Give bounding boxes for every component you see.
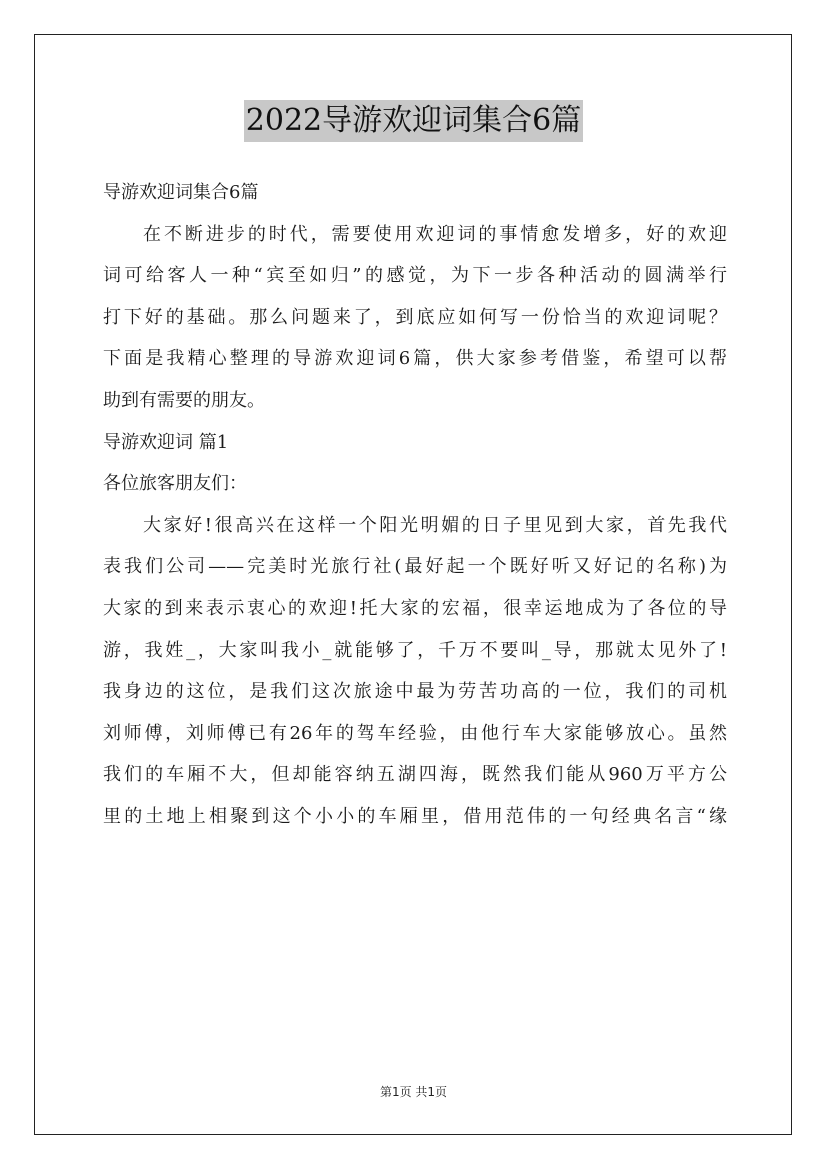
document-title: 2022导游欢迎词集合6篇	[244, 100, 583, 142]
body-line: 表我们公司——完美时光旅行社(最好起一个既好听又好记的名称)为	[103, 556, 727, 578]
body-line: 我身边的这位，是我们这次旅途中最为劳苦功高的一位，我们的司机	[103, 681, 727, 703]
body-line: 我们的车厢不大，但却能容纳五湖四海，既然我们能从960万平方公	[103, 764, 727, 786]
body-line: 游，我姓_，大家叫我小_就能够了，千万不要叫_导，那就太见外了!	[103, 639, 727, 661]
intro-line: 下面是我精心整理的导游欢迎词6篇，供大家参考借鉴，希望可以帮	[103, 348, 727, 370]
body-line: 里的土地上相聚到这个小小的车厢里，借用范伟的一句经典名言“缘	[103, 805, 727, 827]
body-line: 大家好!很高兴在这样一个阳光明媚的日子里见到大家，首先我代	[143, 514, 727, 536]
intro-line: 词可给客人一种“宾至如归”的感觉，为下一步各种活动的圆满举行	[103, 265, 727, 287]
body-line: 刘师傅，刘师傅已有26年的驾车经验，由他行车大家能够放心。虽然	[103, 722, 727, 744]
subtitle: 导游欢迎词集合6篇	[103, 182, 259, 203]
intro-line: 助到有需要的朋友。	[103, 389, 265, 411]
greeting: 各位旅客朋友们：	[103, 473, 247, 495]
section-heading: 导游欢迎词 篇1	[103, 431, 229, 453]
body-line: 大家的到来表示衷心的欢迎!托大家的宏福，很幸运地成为了各位的导	[103, 597, 727, 619]
page-footer: 第1页 共1页	[379, 1085, 448, 1099]
intro-line: 在不断进步的时代，需要使用欢迎词的事情愈发增多，好的欢迎	[143, 223, 727, 245]
document-body	[103, 172, 727, 838]
intro-line: 打下好的基础。那么问题来了，到底应如何写一份恰当的欢迎词呢？	[103, 306, 727, 328]
title-container	[0, 100, 827, 142]
